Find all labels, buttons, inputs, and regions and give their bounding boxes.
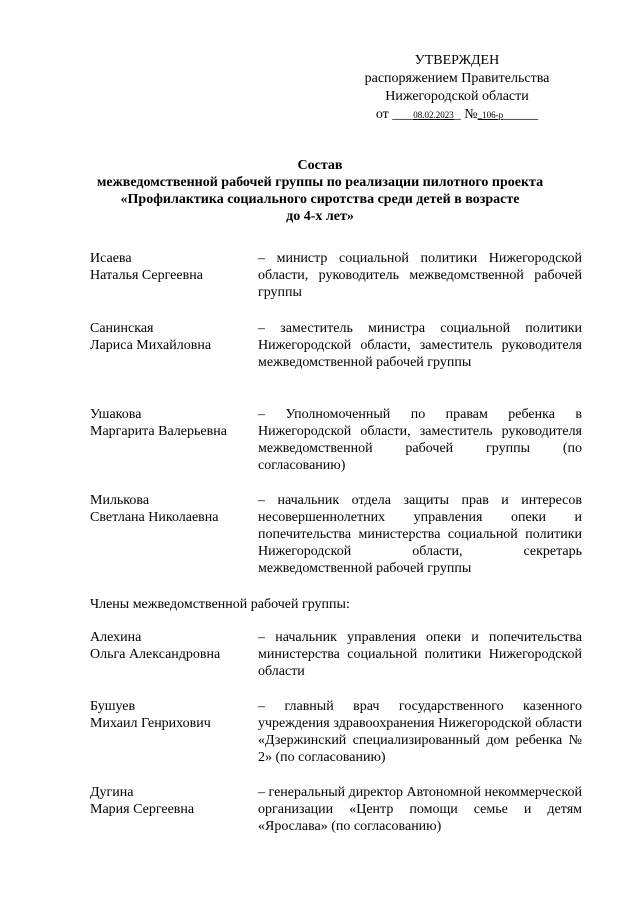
person-role: – начальник управления опеки и попечительства министерства социальной политики Нижегородской области xyxy=(258,630,582,679)
person-name xyxy=(90,492,255,526)
surname: Дугина xyxy=(90,785,134,800)
person-role: – генеральный директор Автономной некоммерческой организации «Центр помощи семье и детям «Ярослава» (по согласованию) xyxy=(258,785,582,834)
surname: Ушакова xyxy=(90,407,142,422)
members-heading: Члены межведомственной рабочей группы: xyxy=(90,597,350,612)
person-name xyxy=(90,320,255,354)
title-line-3: «Профилактика социального сиротства среди детей в возрасте xyxy=(120,192,520,207)
person-role: – Уполномоченный по правам ребенка в Нижегородской области, заместитель руководителя межведомственной рабочей группы (по согласованию) xyxy=(258,407,582,473)
person-role: – министр социальной политики Нижегородской области, руководитель межведомственной рабочей группы xyxy=(258,251,582,300)
person-role: – главный врач государственного казенного учреждения здравоохранения Нижегородской области «Дзержинский специализированный дом ребенка № 2» (по согласованию) xyxy=(258,699,582,765)
surname: Бушуев xyxy=(90,699,136,714)
approval-date: 08.02.2023 xyxy=(413,110,454,120)
title-line-2: межведомственной рабочей группы по реализации пилотного проекта xyxy=(96,175,544,190)
person-name xyxy=(90,698,255,732)
approval-heading: УТВЕРЖДЕН xyxy=(414,53,500,68)
person-name xyxy=(90,250,255,284)
surname: Милькова xyxy=(90,493,150,508)
date-prefix: от ___ xyxy=(375,107,414,122)
surname: Алехина xyxy=(90,630,142,645)
given-names: Лариса Михайловна xyxy=(90,338,212,353)
number-sign: _ № xyxy=(453,107,478,122)
document-title xyxy=(80,157,560,225)
surname: Санинская xyxy=(90,321,154,336)
given-names: Светлана Николаевна xyxy=(90,510,219,525)
approval-number: _106-р xyxy=(477,110,504,120)
approval-stamp xyxy=(345,52,569,124)
given-names: Наталья Сергеевна xyxy=(90,268,203,283)
person-name xyxy=(90,406,255,440)
person-name xyxy=(90,629,255,663)
title-line-4: до 4-х лет» xyxy=(286,209,354,224)
approval-date-line xyxy=(345,106,569,124)
title-line-1: Состав xyxy=(297,158,343,173)
given-names: Маргарита Валерьевна xyxy=(90,424,227,439)
surname: Исаева xyxy=(90,251,132,266)
approval-decree: распоряжением Правительства xyxy=(364,71,550,86)
given-names: Ольга Александровна xyxy=(90,647,221,662)
given-names: Мария Сергеевна xyxy=(90,802,195,817)
person-name xyxy=(90,784,255,818)
person-role: – заместитель министра социальной политики Нижегородской области, заместитель руководителя межведомственной рабочей группы xyxy=(258,321,582,370)
approval-region: Нижегородской области xyxy=(385,89,529,104)
person-role: – начальник отдела защиты прав и интересов несовершеннолетних управления опеки и попечительства министерства социальной политики Нижегородской области, секретарь межведомственной рабочей группы xyxy=(258,493,582,576)
number-suffix: _____ xyxy=(503,107,539,122)
given-names: Михаил Генрихович xyxy=(90,716,211,731)
